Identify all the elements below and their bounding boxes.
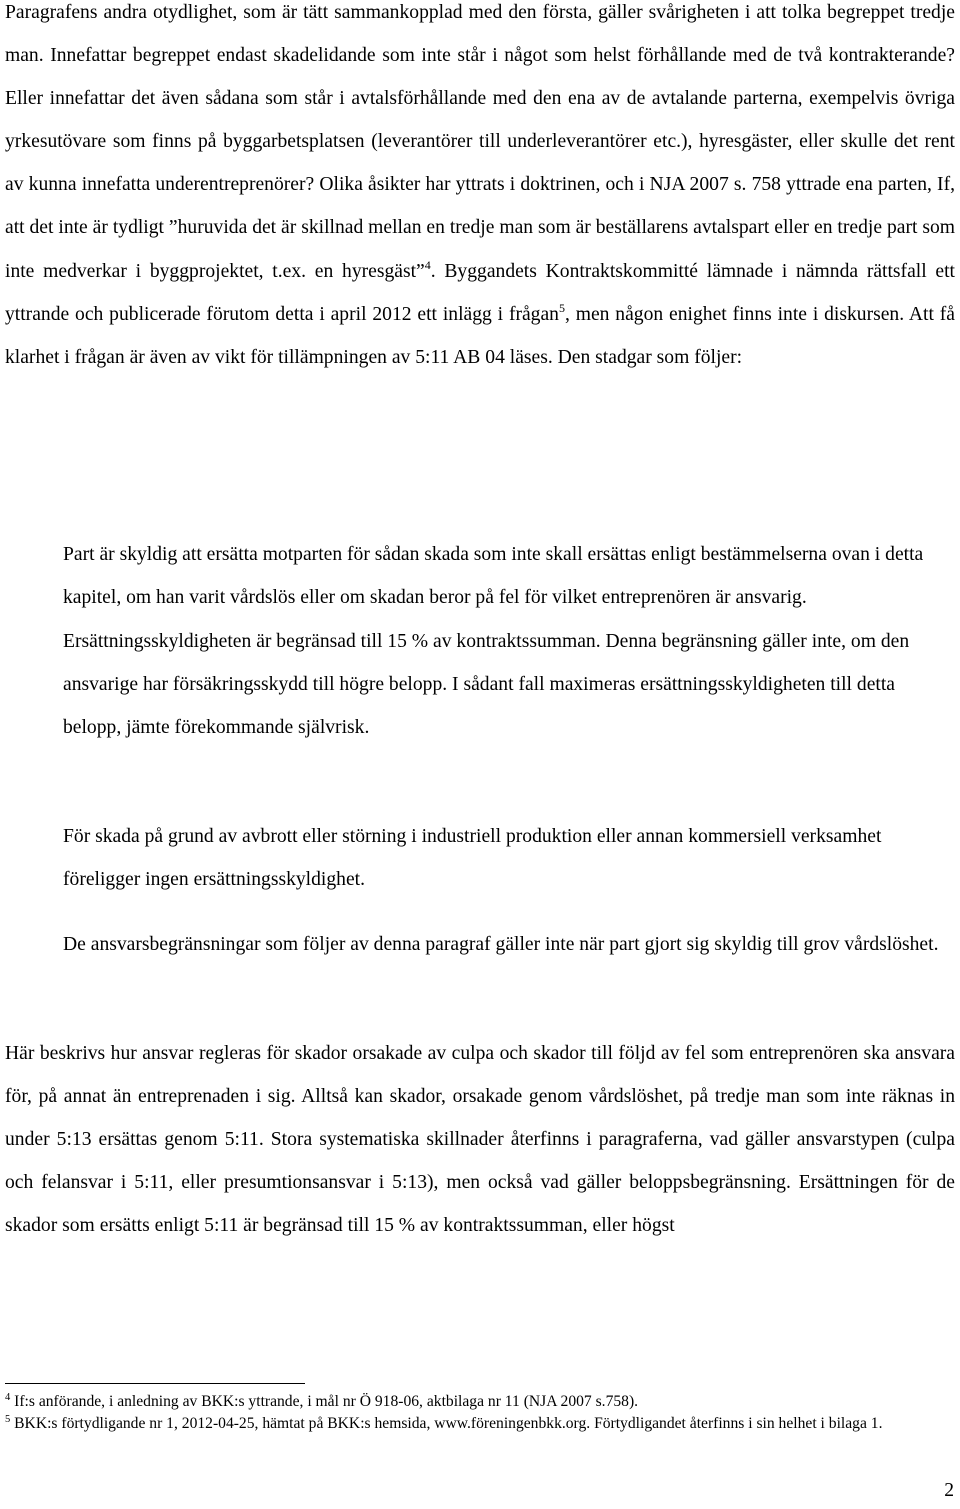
footnote-4 [5,1391,955,1413]
page-number: 2 [944,1480,954,1501]
footnote-reference-5: 5 [558,300,565,315]
footnote-number: 4 [5,1392,11,1403]
body-paragraph-1 [5,0,955,379]
footnote-5 [5,1413,955,1435]
body-paragraph-1-text-c: , men någon enighet finns inte i diskursen. Att få klarhet i frågan är även av vikt för tillämpningen av 5:11 AB 04 läses. Den stadgar som följer: [5,303,955,368]
footnotes [5,1391,955,1434]
body-paragraph-1-text-a: Paragrafens andra otydlighet, som är tätt sammankopplad med den första, gäller svårigheten i att tolka begreppet tredje man. Innefattar begreppet endast skadelidande som inte står i något som helst förhållande med de två kontrakterande? Eller innefattar det även sådana som står i avtalsförhållande med den ena av de avtalande parterna, exempelvis övriga yrkesutövare som finns på byggarbetsplatsen (leverantörer till underleverantörer etc.), hyresgäster, eller skulle det rent av kunna innefatta underentreprenörer? Olika åsikter har yttrats i doktrinen, och i NJA 2007 s. 758 yttrade ena parten, If, att det inte är tydligt ”huruvida det är skillnad mellan en tredje man som är beställarens avtalspart eller en tredje part som inte medverkar i byggprojektet, t.ex. en hyresgäst” [5,2,955,282]
footnote-text: If:s anförande, i anledning av BKK:s yttrande, i mål nr Ö 918-06, aktbilaga nr 11 (NJA 2007 s.758). [14,1393,639,1410]
body-paragraph-2: Här beskrivs hur ansvar regleras för skador orsakade av culpa och skador till följd av fel som entreprenören ska ansvara för, på annat än entreprenaden i sig. Alltså kan skador, orsakade genom vårdslöshet, på tredje man som inte räknas in under 5:13 ersättas genom 5:11. Stora systematiska skillnader återfinns i paragraferna, vad gäller ansvarstypen (culpa och felansvar i 5:11, eller presumtionsansvar i 5:13), men också vad gäller beloppsbegränsning. Ersättningen för de skador som ersätts enligt 5:11 är begränsad till 15 % av kontraktssumman, eller högst [5,1043,955,1237]
footnote-reference-4: 4 [424,257,431,272]
block-quote-paragraph-3: De ansvarsbegränsningar som följer av denna paragraf gäller inte när part gjort sig skyldig till grov vårdslöshet. [63,934,939,955]
footnote-separator [5,1383,305,1384]
footnote-number: 5 [5,1413,11,1425]
block-quote-paragraph-1: Part är skyldig att ersätta motparten för sådan skada som inte skall ersättas enligt bestämmelserna ovan i detta kapitel, om han varit vårdslös eller om skadan beror på fel för vilket entreprenören är ansvarig. Ersättningsskyldigheten är begränsad till 15 % av kontraktssumman. Denna begränsning gäller inte, om den ansvarige har försäkringsskydd till högre belopp. I sådant fall maximeras ersättningsskyldigheten till detta belopp, jämte förekommande självrisk. [63,544,924,739]
body-paragraph-1-text-b: . Byggandets Kontraktskommitté lämnade i nämnda rättsfall ett yttrande och publicerade förutom detta i april 2012 ett inlägg i frågan [5,260,955,325]
footnote-text: BKK:s förtydligande nr 1, 2012-04-25, hämtat på BKK:s hemsida, www.föreningenbkk.org. Förtydligandet återfinns i sin helhet i bilaga 1. [14,1414,883,1432]
block-quote-paragraph-2: För skada på grund av avbrott eller störning i industriell produktion eller annan kommersiell verksamhet föreligger ingen ersättningsskyldighet. [63,826,882,891]
